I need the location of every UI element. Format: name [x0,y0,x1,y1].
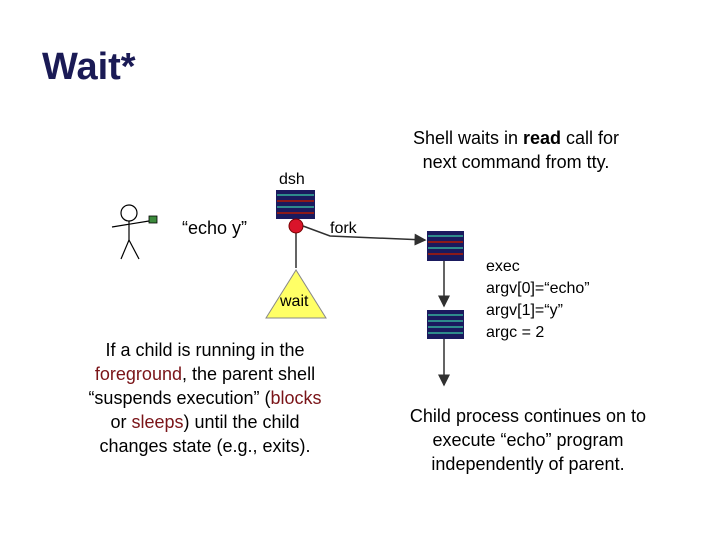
exec-label: exec [486,258,520,275]
child-note: Child process continues on to execute “echo” program independently of parent. [409,406,647,474]
fork-point [289,219,303,233]
fork-label: fork [330,220,357,237]
foreground-term: foreground [94,364,182,384]
sleeps-term: sleeps [131,412,184,432]
exec-info [486,256,590,344]
terminal-icon [149,216,157,223]
wait-label: wait [280,293,309,310]
dsh-label: dsh [279,171,305,188]
fork-arrow [303,226,425,240]
argc-label: argc = 2 [486,324,545,341]
user-figure [112,205,149,259]
echo-command-label: “echo y” [182,218,248,238]
argv0-label: argv[0]=“echo” [486,280,590,297]
slide-title: Wait* [42,46,136,88]
argv1-label: argv[1]=“y” [486,302,563,319]
blocks-term: blocks [270,388,322,408]
exec-stack [427,310,464,339]
dsh-stack [276,190,315,219]
foreground-note: If a child is running in the foreground, the parent shell “suspends execution” (blocks or sleeps) until the child changes state (e.g., exits). [88,340,322,456]
shell-waits-note: Shell waits in read call for next command from tty. [412,128,620,172]
child-stack [427,231,464,261]
